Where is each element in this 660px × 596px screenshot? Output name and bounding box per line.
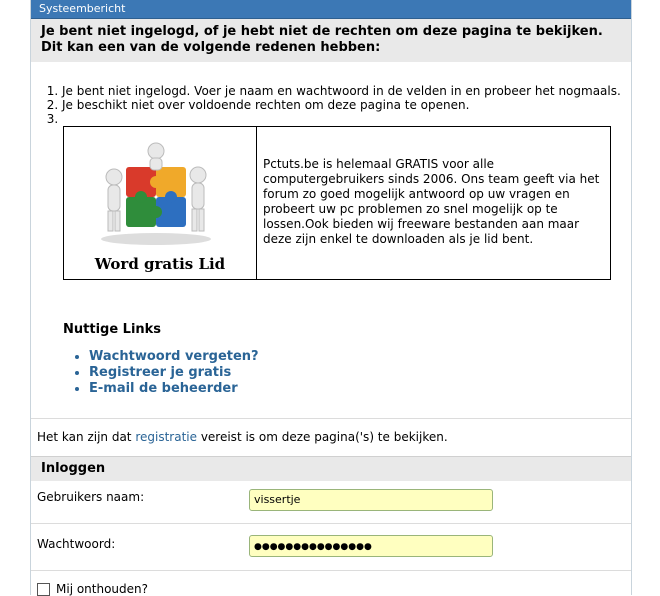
registration-link[interactable]: registratie (135, 430, 197, 444)
password-label: Wachtwoord: (37, 537, 116, 551)
remember-me-checkbox[interactable] (37, 583, 50, 596)
divider (31, 418, 631, 419)
reason-item (62, 112, 631, 126)
note-text-after: vereist is om deze pagina('s) te bekijken. (197, 430, 448, 444)
username-label: Gebruikers naam: (37, 490, 145, 504)
message-heading: Je bent niet ingelogd, of je hebt niet de rechten om deze pagina te bekijken. Dit kan een van de volgende redenen hebben: (31, 19, 631, 62)
remember-me-row (37, 582, 148, 596)
reason-item: 2. Je beschikt niet over voldoende rechten om deze pagina te openen. (62, 98, 631, 112)
registration-note (37, 430, 448, 444)
password-input[interactable]: ●●●●●●●●●●●●●●● (249, 535, 493, 557)
remember-me-label: Mij onthouden? (56, 582, 149, 596)
message-panel (30, 0, 632, 595)
divider (31, 570, 631, 571)
register-link[interactable]: Registreer je gratis (89, 365, 232, 380)
useful-links-title: Nuttige Links (63, 322, 162, 337)
promo-image-caption: Word gratis Lid (94, 255, 226, 273)
promo-image[interactable] (64, 127, 257, 279)
window-title: Systeembericht (31, 0, 631, 19)
login-heading: Inloggen (31, 456, 631, 481)
email-admin-link[interactable]: E-mail de beheerder (89, 381, 238, 396)
link-item (89, 349, 259, 365)
reasons-list (31, 84, 631, 126)
promo-table (63, 126, 611, 280)
link-item (89, 381, 259, 397)
link-item (89, 365, 259, 381)
promo-text: Pctuts.be is helemaal GRATIS voor alle computergebruikers sinds 2006. Ons team geeft via het forum zo goed mogelijk antwoord op uw vragen en probeert uw pc problemen zo snel mogelijk op te lossen.Ook bieden wij freeware bestanden aan maar deze zijn enkel te downloaden als je lid bent. (263, 157, 600, 246)
username-input[interactable] (249, 489, 493, 511)
useful-links-list (71, 349, 259, 397)
note-text-before: Het kan zijn dat (37, 430, 136, 444)
divider (31, 523, 631, 524)
reason-item: 1. Je bent niet ingelogd. Voer je naam en wachtwoord in de velden in en probeer het nogmaals. (62, 84, 631, 98)
forgot-password-link[interactable]: Wachtwoord vergeten? (89, 349, 259, 364)
